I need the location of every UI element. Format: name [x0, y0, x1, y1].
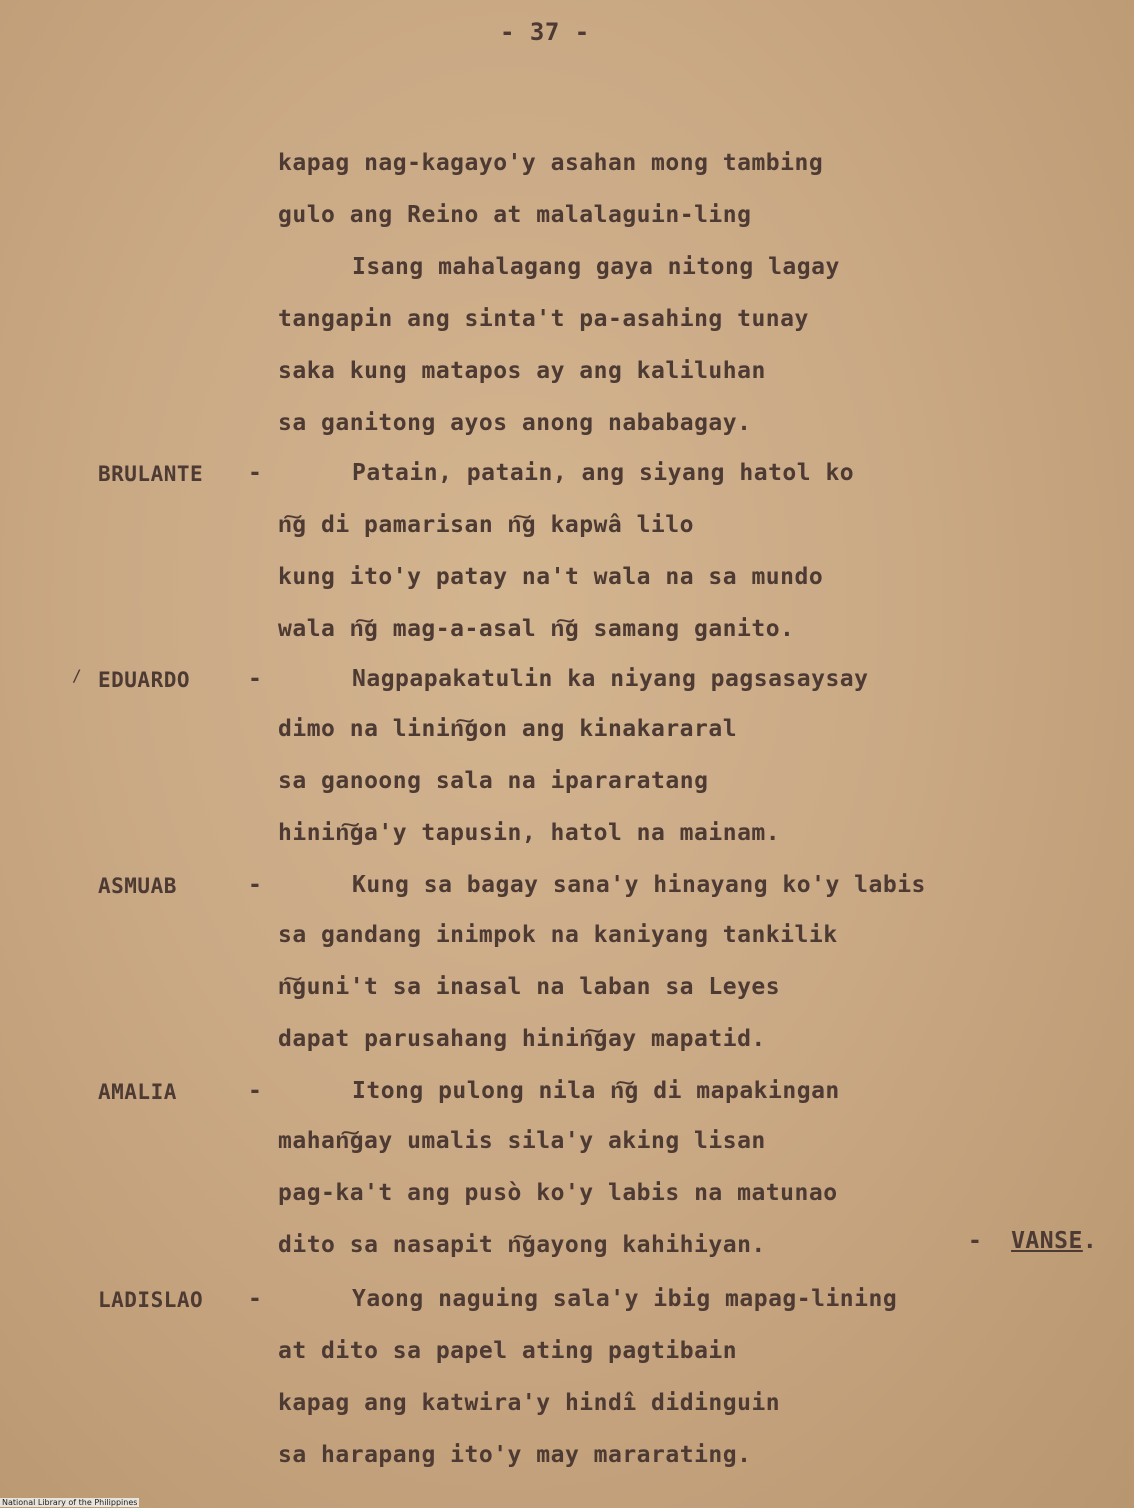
verse-line: gulo ang Reino at malalaguin-ling	[278, 202, 752, 228]
verse-line: Nagpapakatulin ka niyang pagsasaysay	[352, 666, 869, 692]
speaker-dash: -	[248, 872, 263, 898]
verse-line: Isang mahalagang gaya nitong lagay	[352, 254, 840, 280]
speaker-name: EDUARDO	[98, 668, 191, 692]
stage-direction-dash: -	[968, 1228, 983, 1254]
speaker-name: BRULANTE	[98, 462, 204, 486]
verse-line: hinin͠ga'y tapusin, hatol na mainam.	[278, 820, 781, 846]
margin-mark: /	[72, 666, 83, 685]
speaker-dash: -	[248, 1078, 263, 1104]
verse-line: mahan͠gay umalis sila'y aking lisan	[278, 1128, 766, 1154]
verse-line: Kung sa bagay sana'y hinayang ko'y labis	[352, 872, 926, 898]
verse-line: sa harapang ito'y may mararating.	[278, 1442, 752, 1468]
verse-line: kapag nag-kagayo'y asahan mong tambing	[278, 150, 824, 176]
verse-line: pag-ka't ang pusò ko'y labis na matunao	[278, 1180, 838, 1206]
verse-line: wala n͠g mag-a-asal n͠g samang ganito.	[278, 616, 795, 642]
verse-line: dimo na linin͠gon ang kinakararal	[278, 716, 738, 742]
stage-direction-period: .	[1082, 1228, 1098, 1254]
page-number: - 37 -	[500, 18, 590, 46]
verse-line: Patain, patain, ang siyang hatol ko	[352, 460, 855, 486]
verse-line: sa ganoong sala na ipararatang	[278, 768, 709, 794]
verse-line: sa gandang inimpok na kaniyang tankilik	[278, 922, 838, 948]
speaker-dash: -	[248, 1286, 263, 1312]
verse-line: tangapin ang sinta't pa-asahing tunay	[278, 306, 809, 332]
verse-line: saka kung matapos ay ang kaliluhan	[278, 358, 766, 384]
verse-line: Yaong naguing sala'y ibig mapag-lining	[352, 1286, 898, 1312]
verse-line: dapat parusahang hinin͠gay mapatid.	[278, 1026, 766, 1052]
footer-credit: National Library of the Philippines	[2, 1498, 138, 1507]
speaker-name: ASMUAB	[98, 874, 177, 898]
stage-direction	[968, 1228, 1097, 1254]
stage-direction-word: VANSE	[1011, 1228, 1083, 1254]
speaker-name: AMALIA	[98, 1080, 177, 1104]
verse-line: n͠g di pamarisan n͠g kapwâ lilo	[278, 512, 694, 538]
verse-line: Itong pulong nila n͠g di mapakingan	[352, 1078, 840, 1104]
verse-line: at dito sa papel ating pagtibain	[278, 1338, 738, 1364]
verse-line: kapag ang katwira'y hindî didinguin	[278, 1390, 781, 1416]
verse-line: dito sa nasapit n͠gayong kahihiyan.	[278, 1232, 766, 1258]
verse-line: sa ganitong ayos anong nababagay.	[278, 410, 752, 436]
verse-line: kung ito'y patay na't wala na sa mundo	[278, 564, 824, 590]
speaker-dash: -	[248, 460, 263, 486]
verse-line: n͠guni't sa inasal na laban sa Leyes	[278, 974, 781, 1000]
speaker-name: LADISLAO	[98, 1288, 204, 1312]
speaker-dash: -	[248, 666, 263, 692]
